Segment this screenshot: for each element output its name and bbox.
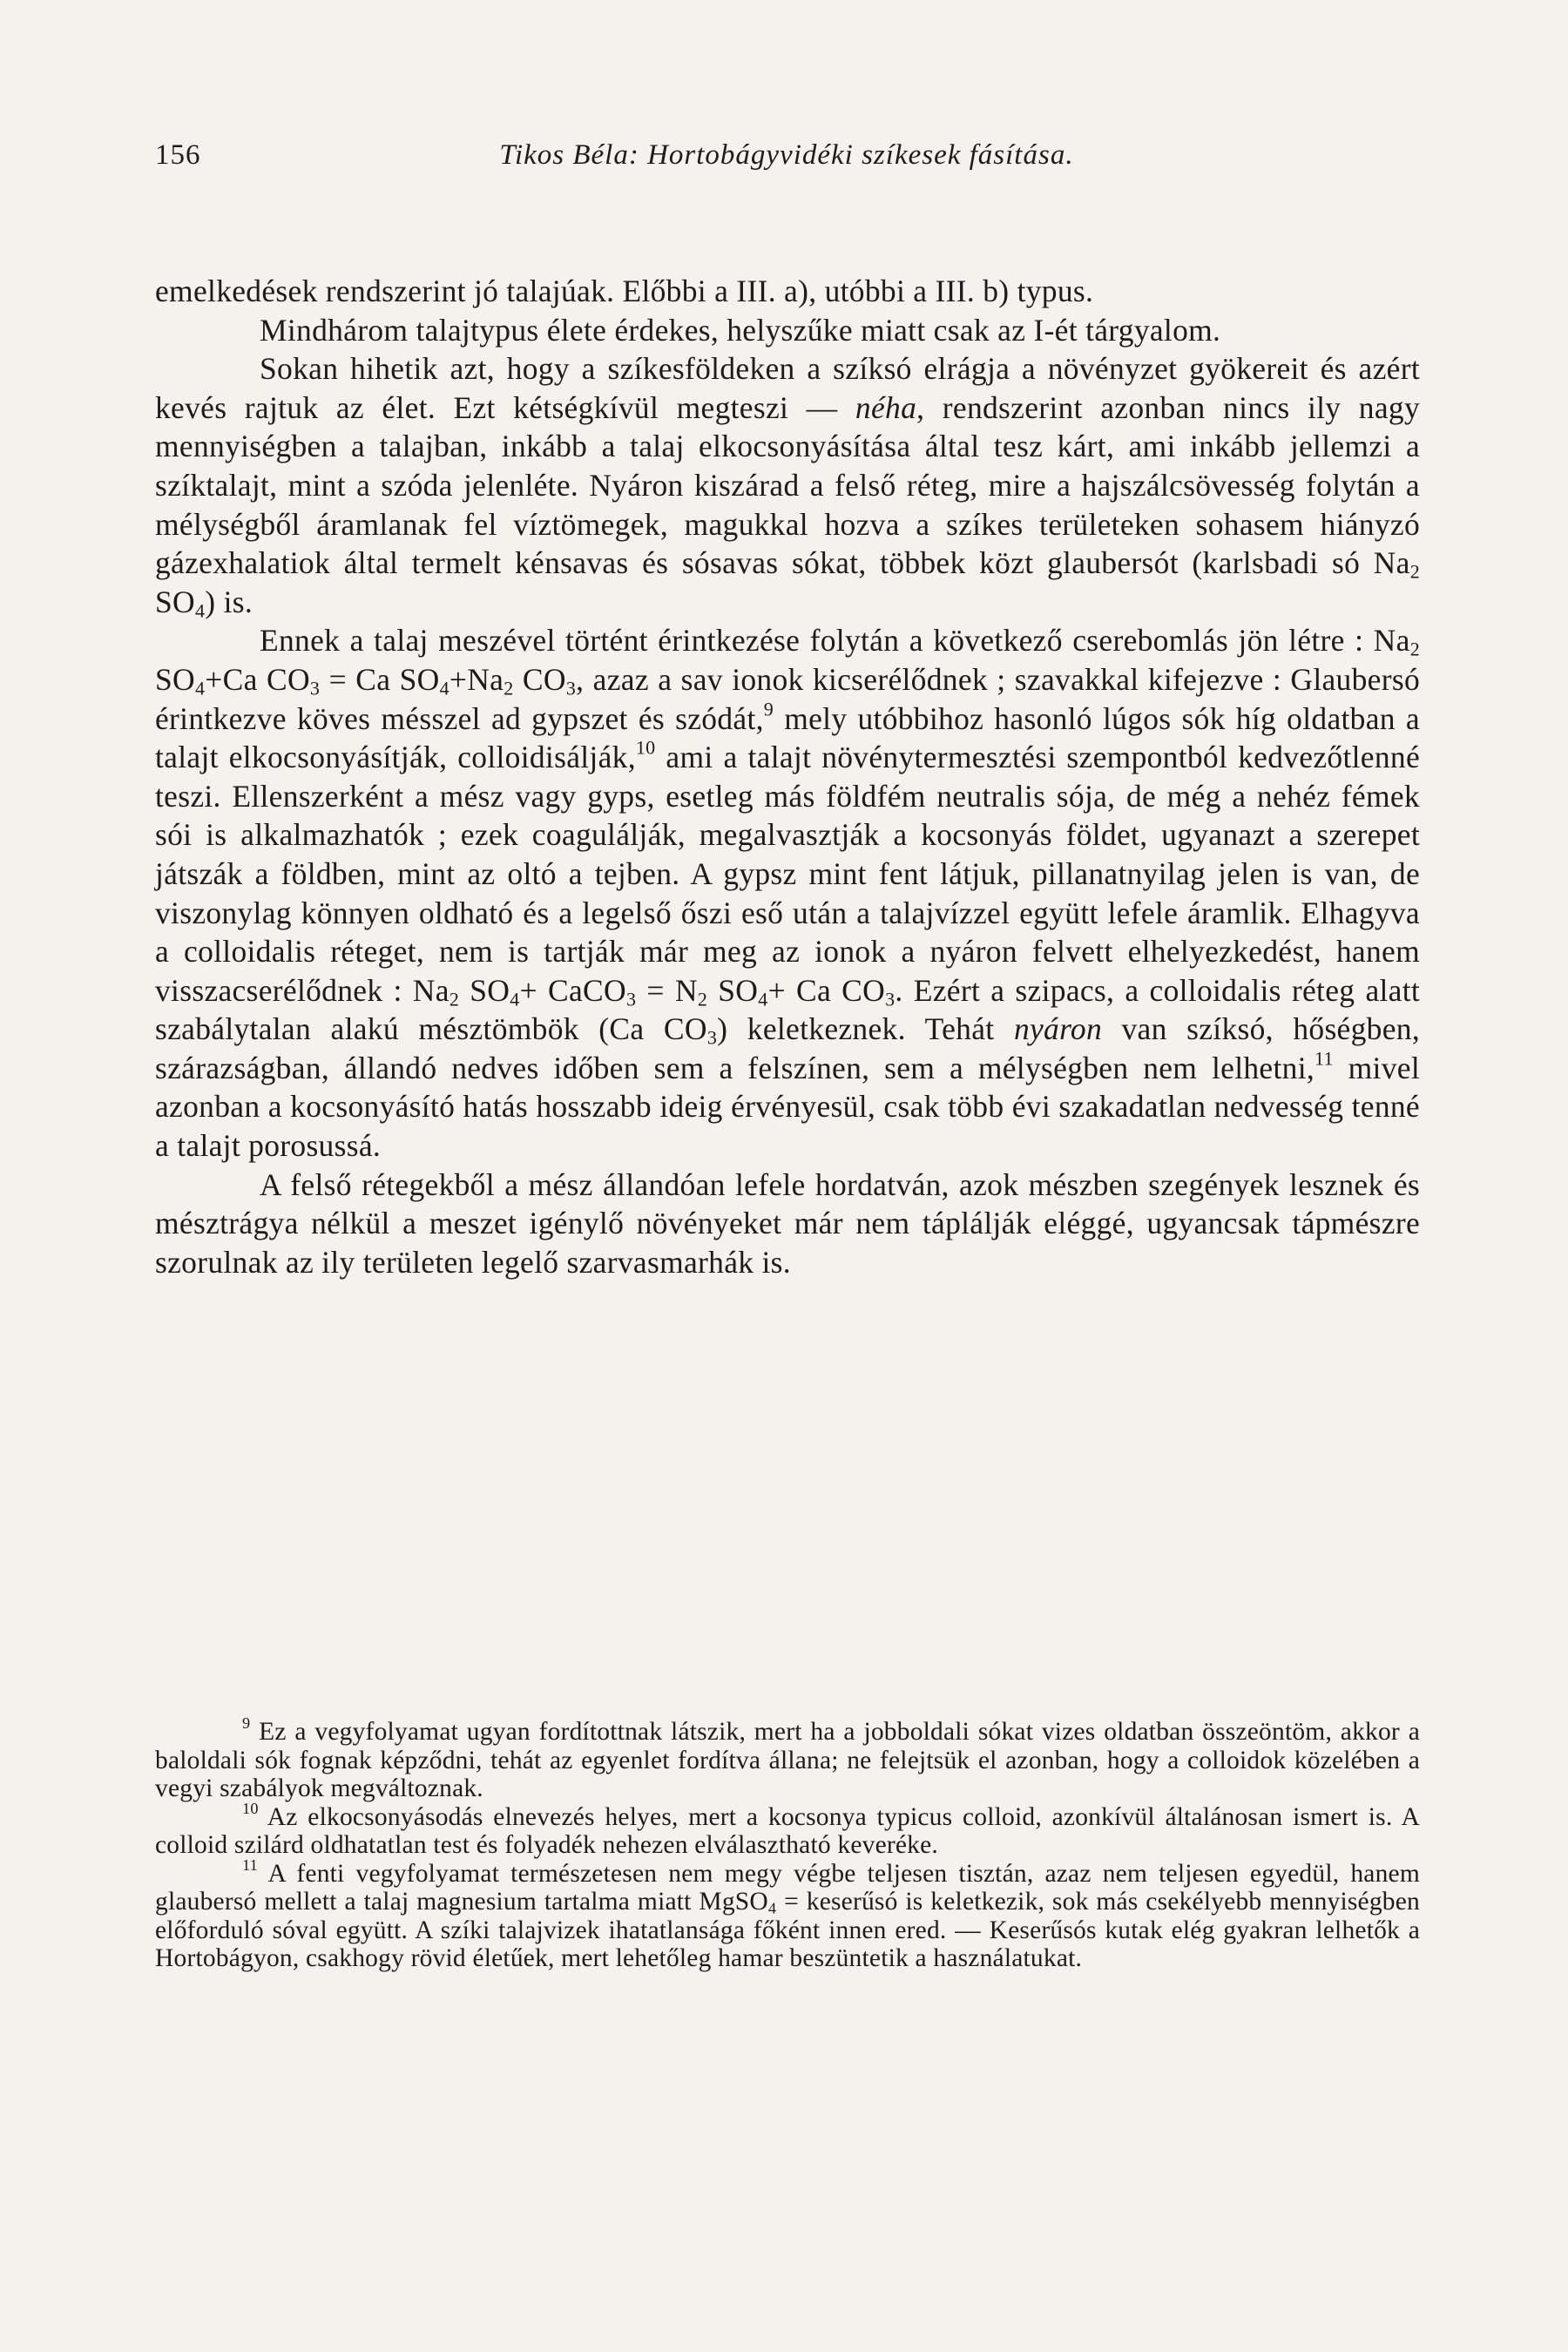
text-run: , azaz a sav ionok kicserélődnek ; szavakkal kifejezve : Glaubersó érintkezve köves mésszel ad gypszet és szódát, <box>155 661 1421 736</box>
footnote-text: A fenti vegyfolyamat természetesen nem megy végbe teljesen tisztán, azaz nem teljesen egyedül, hanem glaubersó mellett a talaj magnesium tartalma miatt MgSO <box>155 1859 1420 1916</box>
subscript: 4 <box>767 1899 777 1917</box>
text-run: +Ca CO <box>205 661 310 697</box>
subscript: 2 <box>1409 638 1420 660</box>
text-run: + Ca CO <box>767 972 886 1008</box>
footnote-number: 10 <box>242 1799 259 1817</box>
footnote-9 <box>155 1714 1420 1803</box>
footnote-ref: 11 <box>1315 1047 1334 1070</box>
text-run: CO <box>513 661 566 697</box>
text-run: +Na <box>449 661 504 697</box>
subscript: 3 <box>309 677 321 700</box>
emphasis: nyáron <box>1013 1011 1102 1047</box>
subscript: 3 <box>565 677 577 700</box>
subscript: 4 <box>510 988 520 1010</box>
paragraph-4 <box>155 621 1420 1165</box>
subscript: 2 <box>449 988 460 1010</box>
text-run: SO <box>155 584 195 619</box>
text-run: SO <box>155 661 195 697</box>
text-run: = N <box>636 972 698 1008</box>
subscript: 3 <box>706 1026 718 1049</box>
footnote-text: = keserűsó is keletkezik, sok más csekélyebb mennyiségben előforduló sóval együtt. A szíki talajvizek ihatatlansága főként innen ered. — Keserűsós kutak elég gyakran lelhetők a Hortobágyon, csakhogy rövid életűek, mert lehetőleg hamar beszüntetik a használatukat. <box>155 1888 1420 1972</box>
text-run: SO <box>459 972 510 1008</box>
body-text <box>155 272 1420 1281</box>
paragraph-5: A felső rétegekből a mész állandóan lefele hordatván, azok mészben szegények lesznek és mésztrágya nélkül a meszet igénylő növényeket már nem táplálják eléggé, ugyancsak tápmészre szorulnak az ily területen legelő szarvasmarhák is. <box>155 1166 1420 1280</box>
text-run: , rendszerint azonban nincs ily nagy mennyiségben a talajban, inkább a talaj elkocsonyásítása által tesz kárt, ami inkább jellemzi a szíktalajt, mint a szóda jelenléte. Nyáron kiszárad a felső réteg, mire a hajszálcsövesség folytán a mélységből áramlanak fel víztömegek, magukkal hozva a szíkes területeken sohasem hiányzó gázexhalatiok által termelt kénsavas és sósavas sókat, többek közt glaubersót (karlsbadi só Na <box>155 389 1420 581</box>
subscript: 4 <box>758 988 768 1010</box>
paragraph-3 <box>155 349 1420 621</box>
running-title: Tikos Béla: Hortobágyvidéki szíkesek fásítása. <box>499 139 1074 171</box>
subscript: 4 <box>194 677 206 700</box>
subscript: 4 <box>194 599 206 622</box>
subscript: 3 <box>625 988 637 1010</box>
text-run: mely utóbbihoz hasonló lúgos sók híg oldatban a talajt elkocsonyásítják, colloidisálják, <box>155 700 1420 775</box>
text-run: + CaCO <box>519 972 626 1008</box>
footnote-number: 9 <box>242 1714 251 1733</box>
text-run: SO <box>707 972 759 1008</box>
subscript: 2 <box>1409 560 1420 583</box>
text-run: Ennek a talaj meszével történt érintkezése folytán a következő cserebomlás jön létre : Na <box>260 623 1410 659</box>
paragraph-2: Mindhárom talajtypus élete érdekes, helyszűke miatt csak az I-ét tárgyalom. <box>260 312 1221 348</box>
subscript: 3 <box>885 988 896 1010</box>
footnote-ref: 9 <box>763 698 774 720</box>
text-run: = Ca SO <box>320 661 440 697</box>
page-number: 156 <box>155 139 201 171</box>
subscript: 2 <box>697 988 708 1010</box>
paragraph-1: emelkedések rendszerint jó talajúak. Előbbi a III. a), utóbbi a III. b) typus. <box>155 274 1094 308</box>
text-run: ) is. <box>205 584 253 619</box>
subscript: 4 <box>439 677 449 700</box>
footnote-number: 11 <box>242 1855 259 1874</box>
footnotes <box>155 1714 1420 1973</box>
footnote-10 <box>155 1799 1420 1860</box>
text-run: mivel azonban a kocsonyásító hatás hosszabb ideig érvényesül, csak több évi szakadatlan nedvesség tenné a talajt porosussá. <box>155 1050 1420 1164</box>
text-run: ) keletkeznek. Tehát <box>717 1011 1014 1047</box>
text-run: van szíksó, hőségben, szárazságban, állandó nedves időben sem a felszínen, sem a mélységben nem lelhetni, <box>155 1011 1420 1085</box>
footnote-ref: 10 <box>635 736 656 759</box>
footnote-text: Ez a vegyfolyamat ugyan fordítottnak látszik, mert ha a jobboldali sókat vizes oldatban összeöntöm, akkor a baloldali sók fognak képződni, tehát az egyenlet fordítva állana; ne felejtsük el azonban, hogy a colloidok közelében a vegyi szabályok megváltoznak. <box>155 1718 1420 1802</box>
page-header <box>155 139 1418 183</box>
footnote-11 <box>155 1855 1420 1973</box>
text-run: Sokan hihetik azt, hogy a szíkesföldeken a szíksó elrágja a növényzet gyökereit és azért kevés rajtuk az élet. Ezt kétségkívül megteszi — <box>155 351 1420 425</box>
text-run: . Ezért a szipacs, a colloidalis réteg alatt szabálytalan alakú mésztömbök (Ca CO <box>155 972 1421 1047</box>
text-run: ami a talajt növénytermesztési szempontból kedvezőtlenné teszi. Ellenszerként a mész vagy gyps, esetleg más földfém neutralis sója, de még a nehéz fémek sói is alkalmazhatók ; ezek coagulálják, megalvasztják a kocsonyás földet, ugyanazt a szerepet játszák a földben, mint az oltó a tejben. A gypsz mint fent látjuk, pillanatnyilag jelen is van, de viszonylag könnyen oldható és a legelső őszi eső után a talajvízzel együtt lefele áramlik. Elhagyva a colloidalis réteget, nem is tartják már meg az ionok a nyáron felvett elhelyezkedést, hanem visszacserélődnek : Na <box>155 740 1420 1008</box>
emphasis: néha <box>855 389 917 425</box>
subscript: 2 <box>504 677 514 700</box>
footnote-text: Az elkocsonyásodás elnevezés helyes, mert a kocsonya typicus colloid, azonkívül általánosan ismert is. A colloid szilárd oldhatatlan test és folyadék nehezen elválasztható keveréke. <box>155 1802 1420 1859</box>
